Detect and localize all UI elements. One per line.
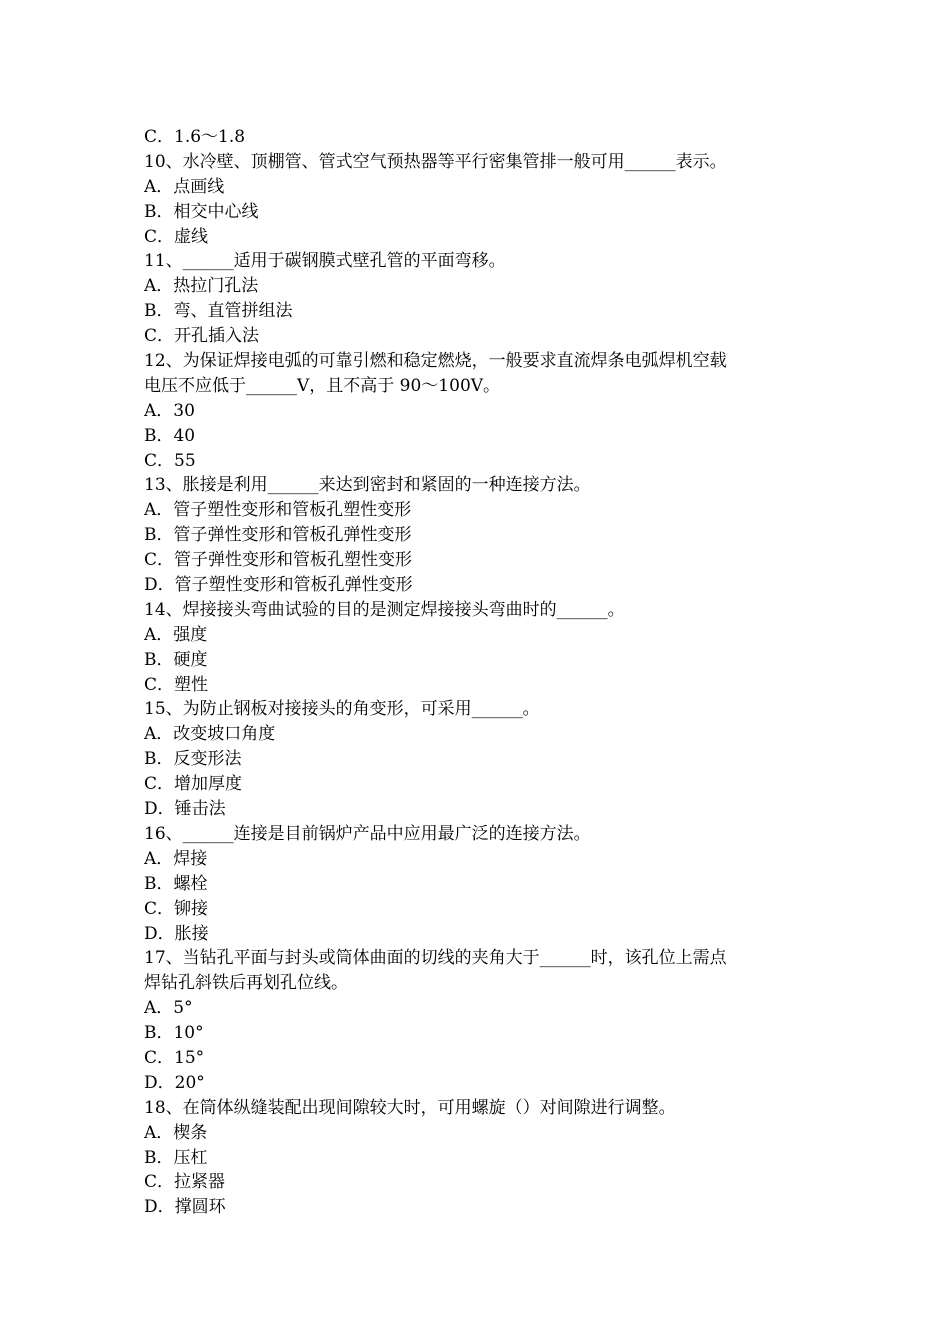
option-line: A．热拉门孔法 — [144, 276, 259, 297]
question-line: 18、在筒体纵缝装配出现间隙较大时，可用螺旋（）对间隙进行调整。 — [144, 1097, 676, 1118]
option-line: C．55 — [144, 450, 196, 471]
option-line: A．楔条 — [144, 1122, 208, 1143]
option-line: C．增加厚度 — [144, 774, 243, 795]
option-line: B．压杠 — [144, 1147, 208, 1168]
option-line: C．虚线 — [144, 226, 209, 247]
option-line: C．拉紧器 — [144, 1172, 226, 1193]
question-line: 10、水冷壁、顶棚管、管式空气预热器等平行密集管排一般可用______表示。 — [144, 151, 727, 172]
option-line: A．点画线 — [144, 176, 225, 197]
option-line: A．管子塑性变形和管板孔塑性变形 — [144, 500, 412, 521]
question-line: 15、为防止钢板对接接头的角变形，可采用______。 — [144, 699, 540, 720]
option-line: A．强度 — [144, 624, 208, 645]
option-line: C．管子弹性变形和管板孔塑性变形 — [144, 550, 413, 571]
option-line: C．开孔插入法 — [144, 326, 260, 347]
option-line: B．反变形法 — [144, 749, 242, 770]
option-line: B．管子弹性变形和管板孔弹性变形 — [144, 525, 412, 546]
option-line: A．焊接 — [144, 848, 208, 869]
option-line: C．15° — [144, 1047, 205, 1068]
option-line: D．20° — [144, 1072, 205, 1093]
option-line: D．撑圆环 — [144, 1197, 226, 1218]
option-line: B．相交中心线 — [144, 201, 259, 222]
option-line: B．硬度 — [144, 649, 208, 670]
question-line: 12、为保证焊接电弧的可靠引燃和稳定燃烧，一般要求直流焊条电弧焊机空载 — [144, 351, 727, 372]
option-line: C．铆接 — [144, 898, 209, 919]
option-line: B．弯、直管拼组法 — [144, 301, 293, 322]
option-line: D．锤击法 — [144, 799, 226, 820]
question-line: 16、______连接是目前锅炉产品中应用最广泛的连接方法。 — [144, 823, 591, 844]
option-line: A．改变坡口角度 — [144, 724, 276, 745]
option-line: D．管子塑性变形和管板孔弹性变形 — [144, 575, 413, 596]
question-line: 14、焊接接头弯曲试验的目的是测定焊接接头弯曲时的______。 — [144, 599, 625, 620]
option-line: A．5° — [144, 998, 193, 1019]
option-line: C．塑性 — [144, 674, 209, 695]
option-line: C．1.6～1.8 — [144, 127, 246, 147]
question-line: 17、当钻孔平面与封头或筒体曲面的切线的夹角大于______时，该孔位上需点 — [144, 948, 727, 969]
question-line: 11、______适用于碳钢膜式壁孔管的平面弯移。 — [144, 251, 506, 272]
option-line: B．10° — [144, 1023, 204, 1044]
option-line: B．40 — [144, 425, 196, 446]
question-line: 焊钻孔斜铁后再划孔位线。 — [144, 973, 348, 994]
option-line: A．30 — [144, 400, 195, 421]
question-line: 13、胀接是利用______来达到密封和紧固的一种连接方法。 — [144, 475, 591, 496]
document-body — [144, 125, 814, 1220]
question-line: 电压不应低于______V，且不高于 90～100V。 — [144, 375, 501, 396]
option-line: B．螺栓 — [144, 873, 208, 894]
option-line: D．胀接 — [144, 923, 209, 944]
